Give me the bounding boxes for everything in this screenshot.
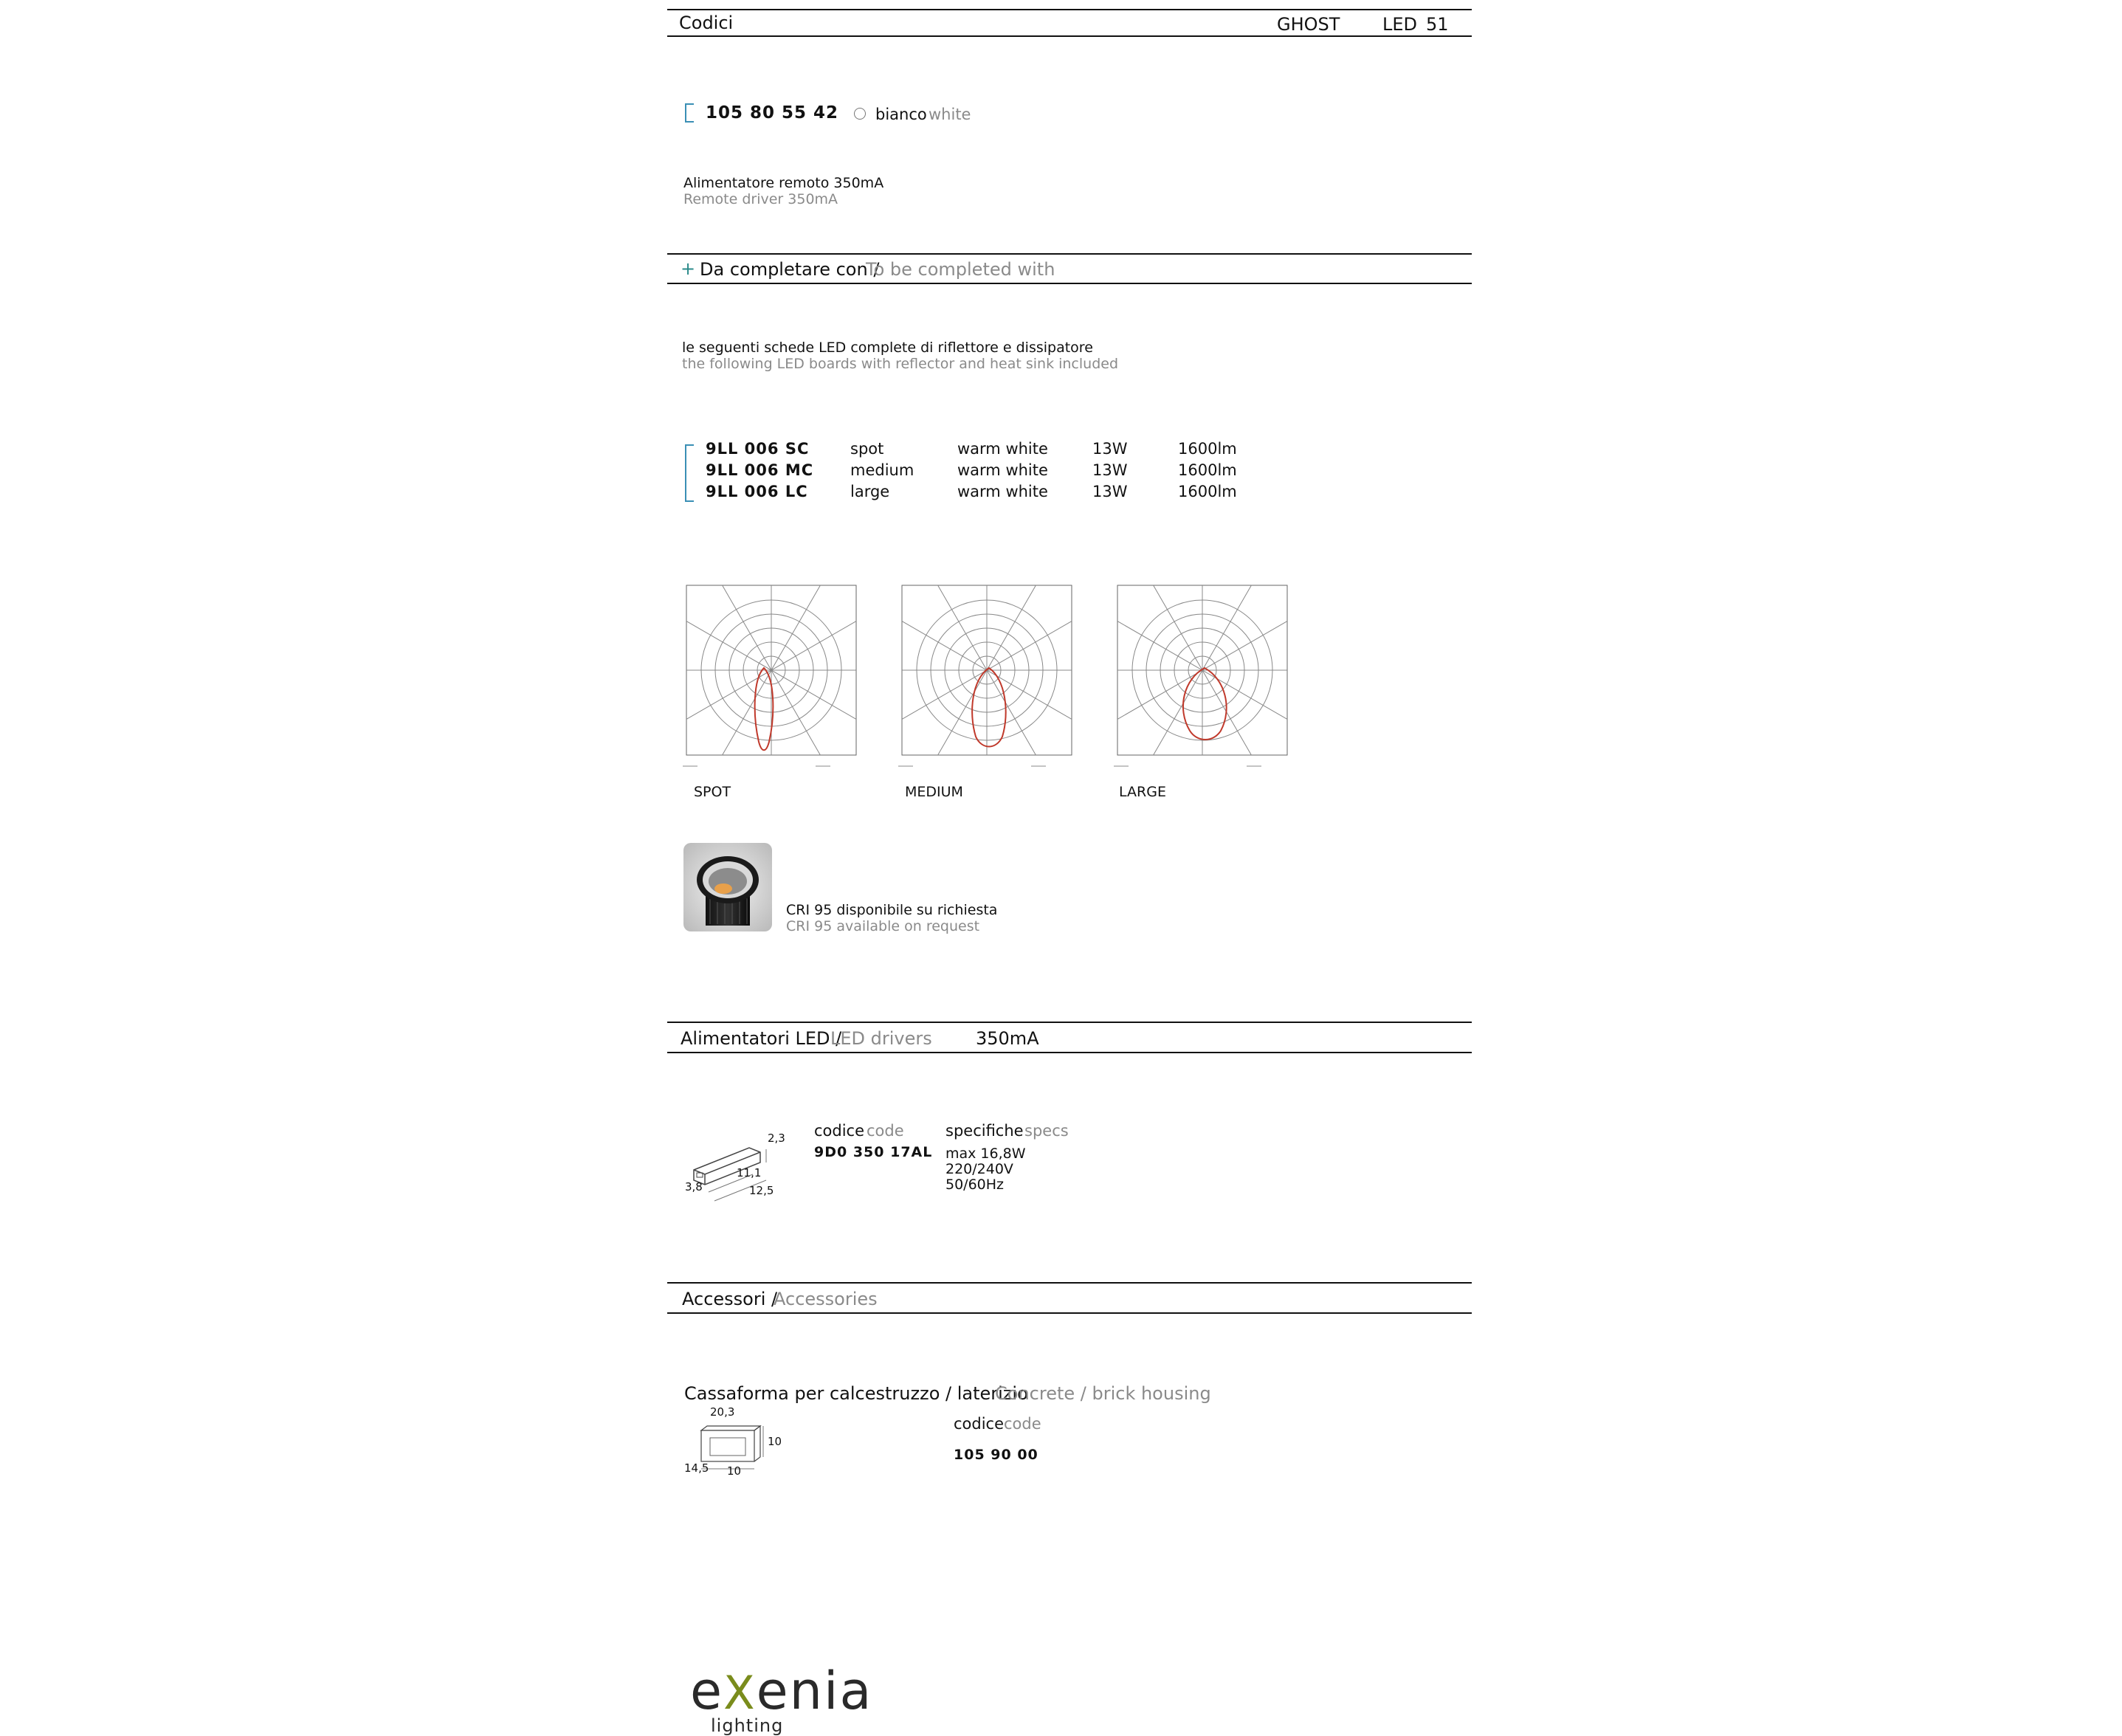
housing-dim-height: 10 xyxy=(768,1435,782,1448)
driver-specs-it: specifiche xyxy=(945,1122,1024,1140)
brand-logo-e: e xyxy=(690,1661,724,1721)
polar-grid xyxy=(898,585,1072,766)
complete-title-it: Da completare con / xyxy=(700,259,880,280)
board-power: 13W xyxy=(1092,483,1128,500)
board-color: warm white xyxy=(957,483,1048,500)
driver-code: 9D0 350 17AL xyxy=(814,1144,933,1160)
led-module-image xyxy=(683,843,772,931)
accessories-title-en: Accessories xyxy=(774,1289,878,1309)
complete-bottom-rule xyxy=(667,283,1472,284)
board-color: warm white xyxy=(957,461,1048,479)
accessories-top-rule xyxy=(667,1282,1472,1284)
board-flux: 1600lm xyxy=(1178,461,1237,479)
driver-note-en: Remote driver 350mA xyxy=(683,191,838,207)
drivers-current: 350mA xyxy=(976,1028,1039,1049)
accessories-bottom-rule xyxy=(667,1312,1472,1314)
diagram-label-medium: MEDIUM xyxy=(905,784,963,800)
light-curve-medium xyxy=(972,668,1006,747)
brand-tagline: lighting xyxy=(711,1715,784,1736)
driver-dim-inner-length: 11,1 xyxy=(737,1166,762,1179)
color-swatch-icon xyxy=(854,108,866,120)
table-row xyxy=(706,461,1370,483)
housing-dim-depth: 14,5 xyxy=(684,1461,709,1475)
drivers-title-en: LED drivers xyxy=(830,1028,932,1049)
product-name: GHOST xyxy=(1277,14,1340,35)
product-code: 105 80 55 42 xyxy=(706,103,839,123)
drivers-bottom-rule xyxy=(667,1052,1472,1053)
diagram-label-large: LARGE xyxy=(1119,784,1166,800)
table-row xyxy=(706,483,1370,504)
photometric-diagram-medium xyxy=(895,576,1079,771)
board-beam: medium xyxy=(850,461,914,479)
driver-dim-length: 12,5 xyxy=(749,1184,774,1197)
driver-spec-voltage: 220/240V xyxy=(945,1161,1013,1177)
brand-logo-x: X xyxy=(723,1666,757,1720)
brand-logo xyxy=(690,1661,873,1721)
driver-codice-it: codice xyxy=(814,1122,865,1140)
accessories-title-it: Accessori / xyxy=(682,1289,778,1309)
complete-title-en: To be completed with xyxy=(866,259,1055,280)
plus-icon: + xyxy=(681,258,696,279)
board-power: 13W xyxy=(1092,461,1128,479)
product-series: LED xyxy=(1382,14,1418,35)
board-beam: large xyxy=(850,483,890,500)
housing-dim-top: 20,3 xyxy=(710,1405,735,1419)
header-bottom-rule xyxy=(667,35,1472,37)
header-top-rule xyxy=(667,9,1472,10)
driver-spec-frequency: 50/60Hz xyxy=(945,1177,1005,1193)
housing-title-it: Cassaforma per calcestruzzo / laterizio xyxy=(684,1383,1028,1404)
driver-note-it: Alimentatore remoto 350mA xyxy=(683,175,884,191)
board-code: 9LL 006 LC xyxy=(706,483,808,500)
drivers-title-it: Alimentatori LED / xyxy=(681,1028,842,1049)
brand-logo-rest: enia xyxy=(756,1661,873,1721)
driver-specs-en: specs xyxy=(1024,1122,1069,1140)
boards-note-it: le seguenti schede LED complete di riflettore e dissipatore xyxy=(682,340,1093,356)
boards-bracket xyxy=(685,444,694,502)
housing-codice-it: codice xyxy=(954,1415,1005,1433)
board-flux: 1600lm xyxy=(1178,440,1237,458)
driver-dim-width: 3,8 xyxy=(685,1180,703,1194)
diagram-label-spot: SPOT xyxy=(694,784,731,800)
table-row xyxy=(706,440,1370,461)
code-bracket xyxy=(685,103,694,123)
housing-codice-en: code xyxy=(1004,1415,1041,1433)
board-code: 9LL 006 SC xyxy=(706,440,810,458)
board-color: warm white xyxy=(957,440,1048,458)
color-it: bianco xyxy=(875,106,927,123)
complete-top-rule xyxy=(667,253,1472,255)
light-curve-large xyxy=(1183,668,1227,740)
product-number: 51 xyxy=(1426,14,1449,35)
light-curve-spot xyxy=(755,668,774,750)
housing-code: 105 90 00 xyxy=(954,1447,1038,1463)
photometric-diagram-spot xyxy=(679,576,864,771)
cri-note-it: CRI 95 disponibile su richiesta xyxy=(786,902,998,918)
housing-dim-bottom: 10 xyxy=(727,1464,742,1478)
boards-note-en: the following LED boards with reflector and heat sink included xyxy=(682,356,1119,372)
board-power: 13W xyxy=(1092,440,1128,458)
driver-spec-power: max 16,8W xyxy=(945,1146,1026,1162)
page-title: Codici xyxy=(679,13,734,33)
color-en: white xyxy=(929,106,971,123)
photometric-diagram-large xyxy=(1110,576,1295,771)
board-flux: 1600lm xyxy=(1178,483,1237,500)
drivers-top-rule xyxy=(667,1022,1472,1023)
board-code: 9LL 006 MC xyxy=(706,461,814,479)
housing-title-en: Concrete / brick housing xyxy=(995,1383,1211,1404)
cri-note-en: CRI 95 available on request xyxy=(786,918,980,934)
driver-codice-en: code xyxy=(867,1122,904,1140)
driver-dim-height: 2,3 xyxy=(768,1132,785,1145)
board-beam: spot xyxy=(850,440,884,458)
